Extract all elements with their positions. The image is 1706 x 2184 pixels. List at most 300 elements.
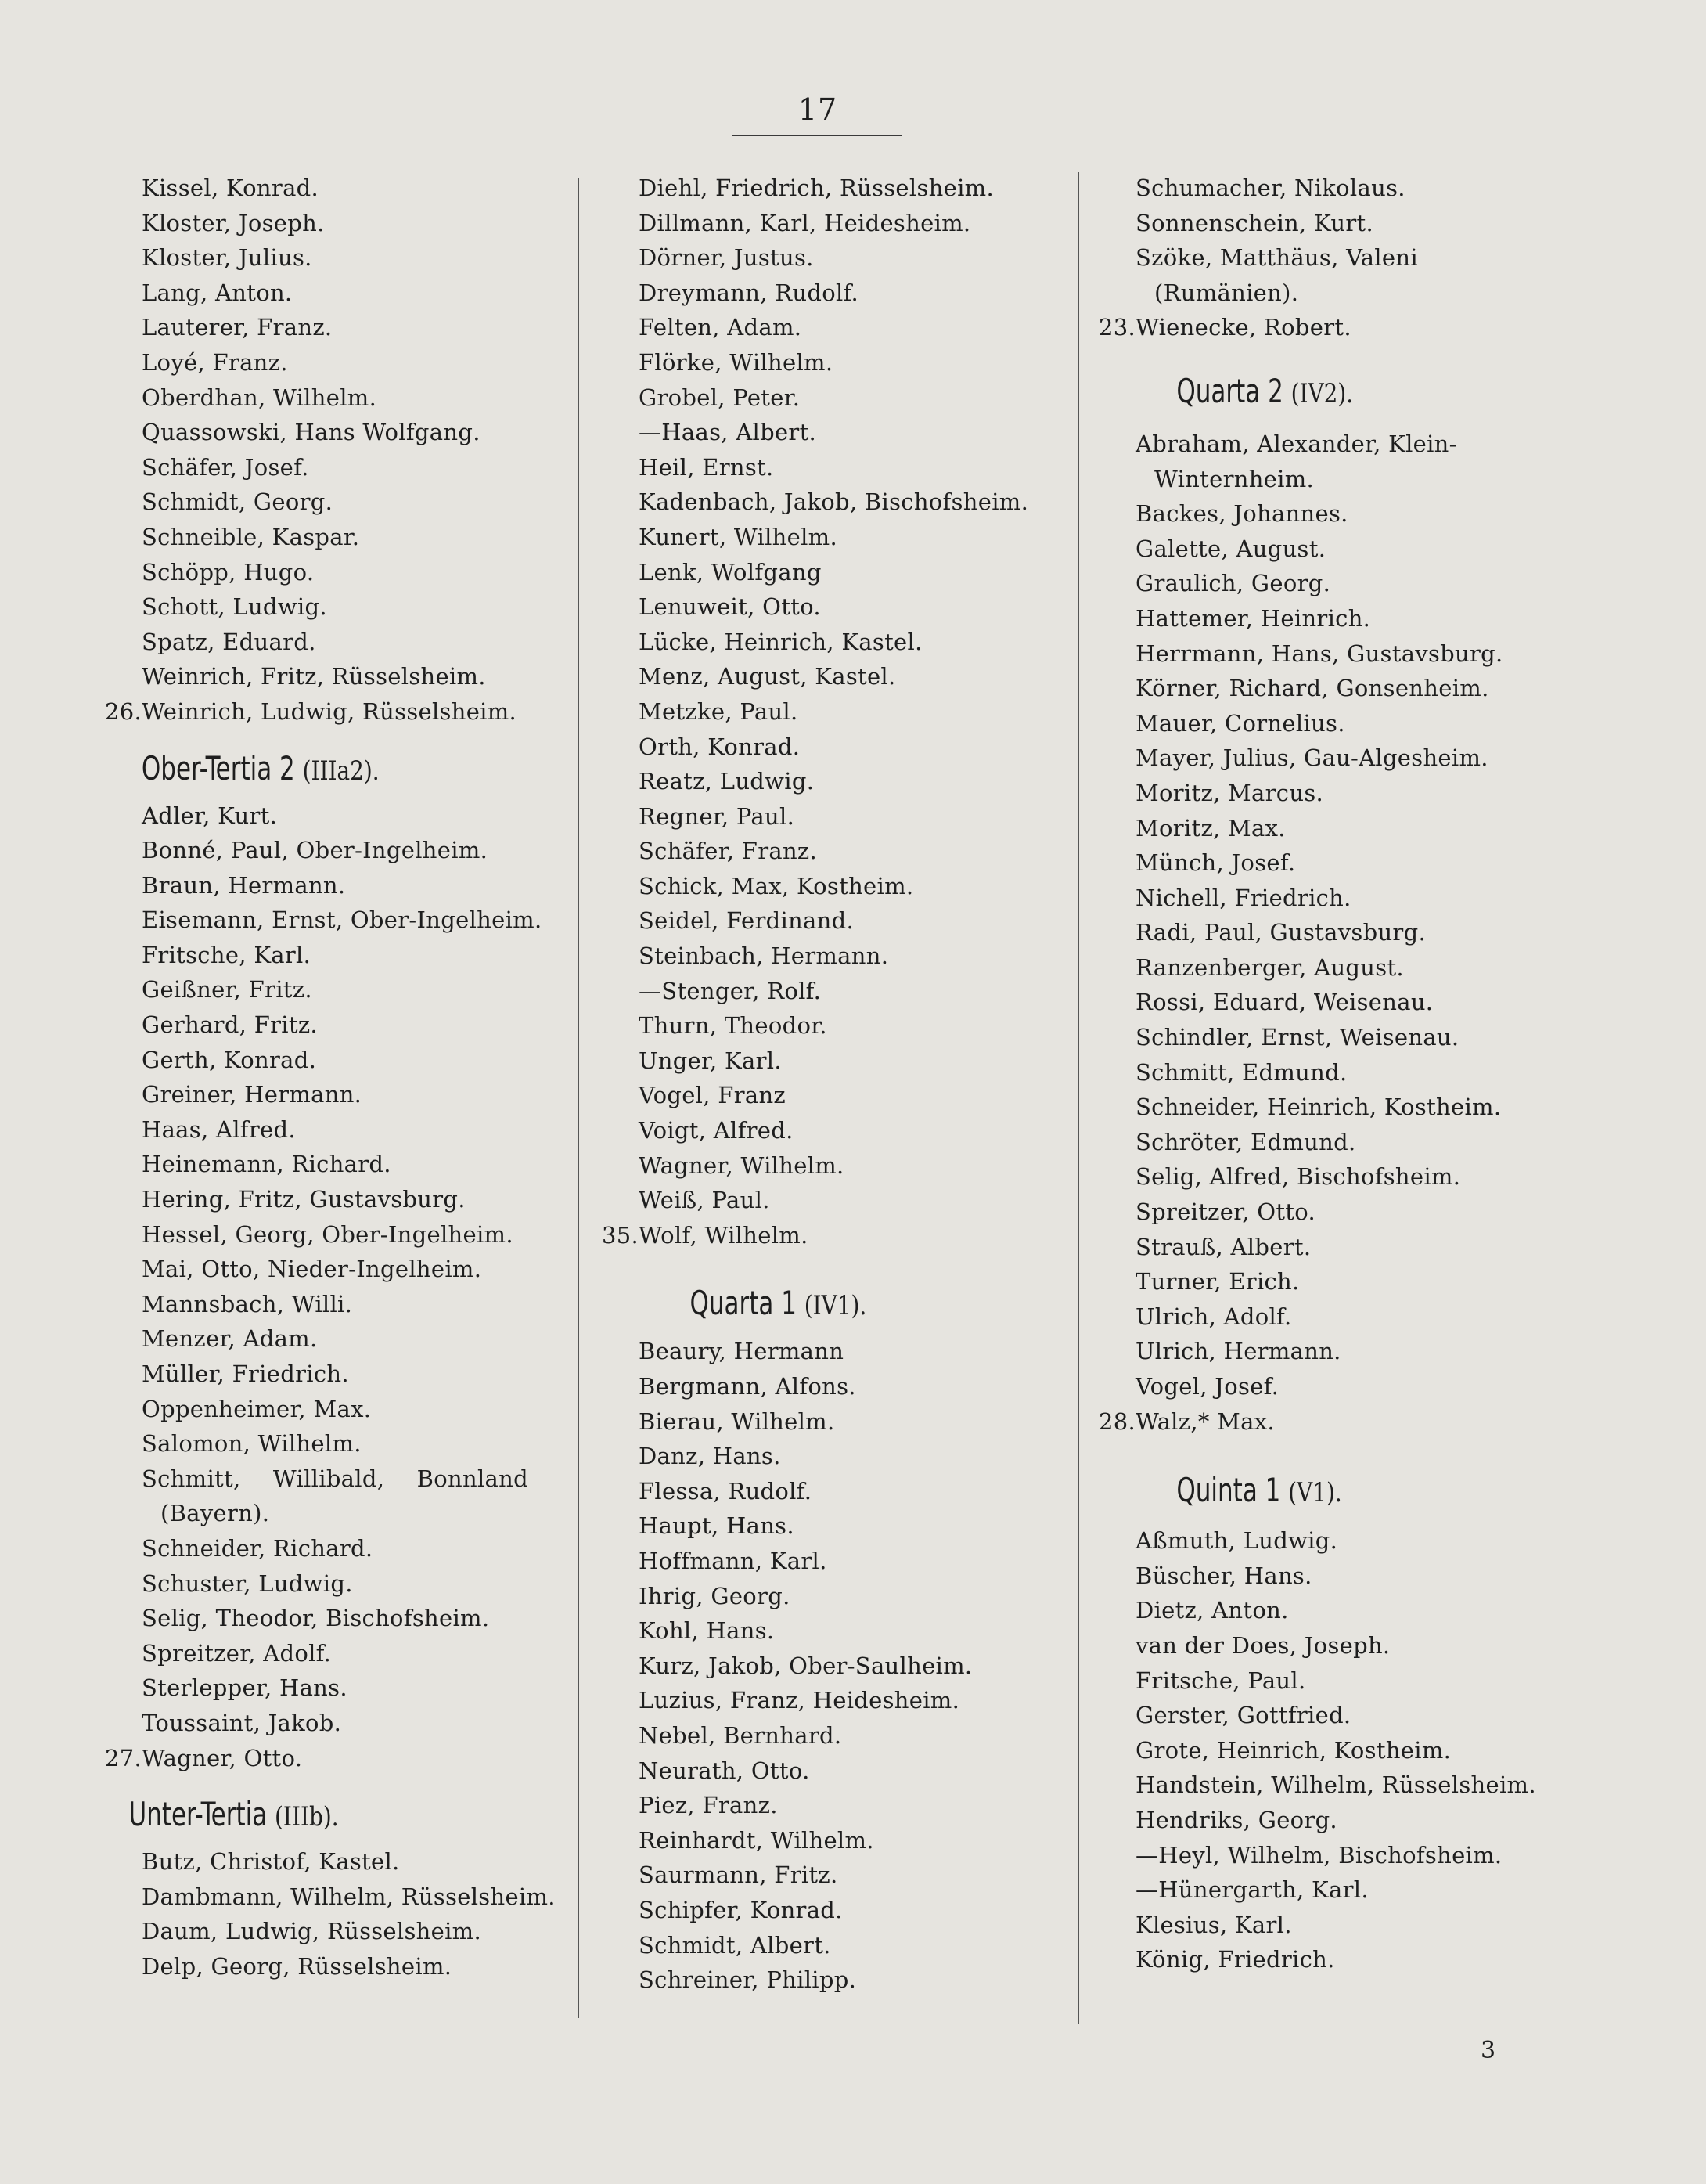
list-item (603, 345, 1041, 380)
list-item-text: Bergmann, Alfons. (639, 1373, 856, 1400)
list-item (106, 1043, 544, 1078)
list-item (106, 1321, 544, 1357)
list-item (603, 1753, 1041, 1789)
list-item-text: Danz, Hans. (639, 1443, 781, 1470)
list-item (1100, 845, 1538, 881)
list-item-text: Schneible, Kaspar. (142, 523, 360, 550)
list-item-text: Flörke, Wilhelm. (639, 348, 833, 376)
list-item (106, 1357, 544, 1392)
list-item (1100, 741, 1538, 776)
list-item (603, 276, 1041, 311)
list-item (603, 869, 1041, 904)
list-item-text: Schöpp, Hugo. (142, 558, 315, 586)
list-item (106, 1182, 544, 1217)
list-item (603, 764, 1041, 799)
list-item (1100, 427, 1538, 462)
list-item-text: Piez, Franz. (639, 1792, 778, 1819)
list-item (603, 939, 1041, 974)
list-item-text: Wolf, Wilhelm. (639, 1221, 808, 1249)
list-block (106, 1844, 556, 1984)
list-item (603, 730, 1041, 765)
list-item (1100, 462, 1538, 497)
list-item-text: Ihrig, Georg. (639, 1582, 790, 1609)
list-item (1100, 1404, 1538, 1440)
list-item (1100, 1698, 1538, 1733)
column-1 (104, 171, 556, 1984)
list-item-text: Quassowski, Hans Wolfgang. (142, 419, 480, 446)
list-item-text: Selig, Alfred, Bischofsheim. (1136, 1163, 1461, 1191)
list-item (1100, 532, 1538, 567)
list-item (603, 240, 1041, 276)
list-item-text: Daum, Ludwig, Rüsselsheim. (142, 1918, 481, 1945)
list-item-text: Walz,* Max. (1136, 1407, 1275, 1435)
list-item (1100, 1559, 1538, 1594)
list-item-text: Delp, Georg, Rüsselsheim. (142, 1952, 452, 1980)
list-item-text: Nichell, Friedrich. (1136, 884, 1351, 911)
list-item (603, 589, 1041, 625)
list-item-text: Heinemann, Richard. (142, 1151, 391, 1178)
list-item (603, 1858, 1041, 1893)
list-item (106, 1741, 544, 1776)
section-heading-abbr: (IV1). (804, 1290, 867, 1322)
list-item-text: Rossi, Eduard, Weisenau. (1136, 989, 1434, 1016)
list-item-text: Reinhardt, Wilhelm. (639, 1826, 874, 1854)
list-item (1100, 1230, 1538, 1265)
list-item-number: 23. (1098, 314, 1136, 341)
list-item-text: Kohl, Hans. (639, 1617, 775, 1645)
list-item-text: Haas, Alfred. (142, 1115, 296, 1143)
list-item-text: Schneider, Richard. (142, 1534, 373, 1562)
list-item (603, 799, 1041, 834)
list-item-text: Fritsche, Karl. (142, 941, 311, 968)
list-item-text: Haupt, Hans. (639, 1512, 794, 1540)
list-item (1100, 811, 1538, 846)
list-item-text: Herrmann, Hans, Gustavsburg. (1136, 640, 1503, 667)
section-heading-abbr: (IV2). (1290, 377, 1354, 409)
list-item (603, 1334, 1041, 1369)
list-item-text: Schuster, Ludwig. (142, 1570, 353, 1597)
list-item-part: Willibald, (272, 1465, 385, 1492)
list-item (603, 625, 1041, 660)
list-item (106, 310, 544, 345)
section-heading-title: Unter-Tertia (128, 1795, 268, 1834)
list-item (106, 868, 544, 903)
list-item-text: Turner, Erich. (1136, 1268, 1300, 1296)
list-item-text: Kurz, Jakob, Ober-Saulheim. (639, 1652, 973, 1679)
list-item-text: Abraham, Alexander, Klein- (1136, 430, 1457, 457)
list-block (1100, 427, 1538, 1439)
list-item (1100, 1055, 1538, 1090)
list-item-text: Körner, Richard, Gonsenheim. (1136, 675, 1489, 702)
list-item (1100, 276, 1538, 311)
list-item-text: Münch, Josef. (1136, 849, 1296, 877)
column-divider-left (578, 178, 579, 2018)
list-item (106, 1112, 544, 1148)
list-item (603, 1043, 1041, 1079)
list-item (106, 276, 544, 311)
list-item-text: Schmitt, Edmund. (1136, 1058, 1348, 1086)
list-block (106, 1531, 544, 1775)
list-item (106, 345, 544, 380)
list-item-text: Oppenheimer, Max. (142, 1395, 372, 1422)
list-item-text: Lauterer, Franz. (142, 314, 333, 341)
list-item-text: Schumacher, Nikolaus. (1136, 175, 1405, 201)
list-item-text: Kadenbach, Jakob, Bischofsheim. (639, 488, 1029, 516)
list-item-text: Voigt, Alfred. (639, 1117, 794, 1144)
list-item-number: 26. (104, 697, 142, 725)
list-item (106, 1949, 544, 1984)
list-item (603, 1508, 1041, 1544)
list-item (603, 520, 1041, 555)
column-3 (1100, 171, 1538, 1977)
list-item-text: König, Friedrich. (1136, 1946, 1335, 1973)
list-item (106, 206, 544, 241)
list-item (603, 834, 1041, 869)
list-item-text: Klesius, Karl. (1136, 1911, 1292, 1938)
list-item-text: Weinrich, Ludwig, Rüsselsheim. (142, 697, 517, 725)
list-item (603, 555, 1041, 590)
list-item-text: Dillmann, Karl, Heidesheim. (639, 209, 971, 236)
list-item-text: Kunert, Wilhelm. (639, 523, 837, 550)
list-item-text: Schmidt, Albert. (639, 1931, 831, 1959)
list-item (603, 1928, 1041, 1963)
list-item (603, 1183, 1041, 1218)
section-heading-abbr: (IIIb). (275, 1801, 339, 1833)
list-item (1100, 1299, 1538, 1335)
list-item (603, 1218, 1041, 1253)
list-item (106, 625, 544, 660)
list-item (1100, 950, 1538, 986)
list-item (603, 1113, 1041, 1148)
list-item-text: Schipfer, Konrad. (639, 1896, 843, 1923)
list-item (1100, 1942, 1538, 1977)
list-item (603, 1962, 1041, 1998)
list-item-text: Backes, Johannes. (1136, 500, 1348, 528)
list-item (603, 171, 1041, 206)
list-item-text: Schindler, Ernst, Weisenau. (1136, 1024, 1459, 1051)
list-item-text: Hoffmann, Karl. (639, 1547, 827, 1574)
list-item (106, 1706, 544, 1741)
list-item (106, 1601, 544, 1636)
list-item-number: 27. (104, 1744, 142, 1771)
list-item-text: Moritz, Max. (1136, 814, 1286, 842)
list-item-text: Salomon, Wilhelm. (142, 1430, 362, 1458)
list-item-part: Schmitt, (142, 1465, 241, 1492)
list-item (106, 1844, 544, 1879)
list-item-text: Spreitzer, Otto. (1136, 1198, 1315, 1226)
list-item-text: Lang, Anton. (142, 279, 293, 306)
list-item-text: Dietz, Anton. (1136, 1597, 1289, 1624)
list-item (106, 938, 544, 973)
list-item (1100, 1872, 1538, 1908)
section-heading-abbr: (IIIa2). (302, 755, 380, 787)
list-item-text: Schick, Max, Kostheim. (639, 872, 914, 899)
list-item (1100, 706, 1538, 741)
list-item-text: Schäfer, Josef. (142, 453, 309, 481)
list-item-text: Dörner, Justus. (639, 244, 814, 272)
list-item (603, 1008, 1041, 1043)
list-item-text: Ulrich, Hermann. (1136, 1338, 1341, 1365)
list-item (1100, 915, 1538, 950)
list-item-text: Mai, Otto, Nieder-Ingelheim. (142, 1256, 482, 1283)
list-item (1100, 776, 1538, 811)
list-item-text: Schott, Ludwig. (142, 593, 327, 621)
list-item (106, 415, 544, 450)
list-item (1100, 1803, 1538, 1838)
list-item (603, 694, 1041, 730)
list-item-text: Sonnenschein, Kurt. (1136, 209, 1374, 236)
column-2 (603, 171, 1041, 1998)
list-item (106, 1007, 544, 1043)
list-item (603, 310, 1041, 345)
list-item-text: Greiner, Hermann. (142, 1081, 362, 1108)
list-item-text: Eisemann, Ernst, Ober-Ingelheim. (142, 906, 542, 934)
list-item (1100, 1195, 1538, 1230)
list-item-text: —Stenger, Rolf. (639, 977, 822, 1004)
section-heading (1100, 1439, 1459, 1523)
list-item-text: Kloster, Julius. (142, 244, 312, 272)
list-item (106, 1461, 544, 1531)
list-item-text: Weiß, Paul. (639, 1187, 770, 1214)
list-item (603, 1544, 1041, 1579)
list-item (106, 1914, 544, 1949)
list-block (603, 171, 1041, 1252)
list-item (1100, 1908, 1538, 1943)
list-item (603, 485, 1041, 520)
list-item (106, 1252, 544, 1287)
list-item (106, 1670, 544, 1706)
list-item-text: Vogel, Josef. (1136, 1373, 1280, 1400)
list-item (1100, 1159, 1538, 1195)
list-item-text: Winternheim. (1154, 465, 1315, 492)
list-item-text: Gerth, Konrad. (142, 1046, 317, 1073)
list-item-text: Wienecke, Robert. (1136, 314, 1351, 341)
list-item-text: Heil, Ernst. (639, 453, 774, 481)
list-item (1100, 1334, 1538, 1369)
list-item-text: Wagner, Otto. (142, 1744, 303, 1771)
list-item-text: Felten, Adam. (639, 314, 802, 341)
list-item-text: Grobel, Peter. (639, 384, 801, 411)
list-item-text: Nebel, Bernhard. (639, 1721, 842, 1749)
list-item (106, 1566, 544, 1602)
section-heading-title: Quarta 2 (1176, 371, 1283, 410)
list-item (1100, 636, 1538, 672)
column-divider-right (1078, 172, 1079, 2024)
list-block (1100, 1523, 1538, 1977)
list-item-text: Schäfer, Franz. (639, 838, 818, 865)
list-item-text: Butz, Christof, Kastel. (142, 1848, 400, 1876)
list-item (603, 1404, 1041, 1440)
list-item-text: Schmidt, Georg. (142, 488, 333, 516)
list-item (1100, 1768, 1538, 1803)
list-item (1100, 206, 1538, 241)
list-block (106, 798, 544, 1461)
list-item (603, 1439, 1041, 1474)
list-item (1100, 1125, 1538, 1160)
list-item-number: 28. (1098, 1407, 1136, 1435)
list-item-text: Handstein, Wilhelm, Rüsselsheim. (1136, 1771, 1536, 1799)
list-item-text: Hessel, Georg, Ober-Ingelheim. (142, 1220, 513, 1248)
list-item-text: Hering, Fritz, Gustavsburg. (142, 1186, 466, 1213)
list-item-text: Metzke, Paul. (639, 697, 798, 725)
list-item (106, 1426, 544, 1461)
list-item-text: van der Does, Joseph. (1136, 1631, 1391, 1659)
list-item (603, 415, 1041, 450)
list-item (1100, 1369, 1538, 1404)
list-item (603, 1078, 1041, 1113)
list-item-text: Geißner, Fritz. (142, 976, 312, 1004)
list-item (106, 555, 544, 590)
list-item (603, 1148, 1041, 1184)
list-item (603, 1369, 1041, 1404)
list-item-text: Schneider, Heinrich, Kostheim. (1136, 1094, 1502, 1121)
section-heading-title: Quinta 1 (1176, 1471, 1281, 1510)
list-block (603, 1334, 1041, 1997)
list-item-text: Sterlepper, Hans. (142, 1674, 347, 1702)
list-item-text: Flessa, Rudolf. (639, 1477, 812, 1505)
list-item (106, 1287, 544, 1322)
list-item (106, 798, 544, 834)
section-heading (1100, 345, 1459, 427)
list-block (1100, 171, 1538, 345)
list-item (106, 1392, 544, 1427)
list-item-text: Spatz, Eduard. (142, 628, 316, 655)
list-item (603, 1579, 1041, 1614)
list-item (603, 1718, 1041, 1753)
list-item (603, 974, 1041, 1009)
list-item (106, 972, 544, 1007)
list-item-text: Wagner, Wilhelm. (639, 1151, 844, 1179)
list-item (1100, 1663, 1538, 1699)
list-item-text: Hattemer, Heinrich. (1136, 604, 1371, 632)
list-item-text: Spreitzer, Adolf. (142, 1639, 332, 1667)
list-item-text: Thurn, Theodor. (639, 1012, 827, 1040)
list-item-text: Galette, August. (1136, 535, 1326, 562)
list-item-text: Regner, Paul. (639, 802, 795, 830)
list-item-text: Schröter, Edmund. (1136, 1128, 1356, 1155)
list-item-text: Dambmann, Wilhelm, Rüsselsheim. (142, 1883, 556, 1910)
list-item (1100, 1733, 1538, 1768)
list-item-text: Menzer, Adam. (142, 1325, 318, 1353)
section-heading (106, 730, 465, 798)
list-item-text: Braun, Hermann. (142, 871, 346, 899)
section-heading-title: Ober-Tertia 2 (141, 748, 295, 787)
list-item-text: Seidel, Ferdinand. (639, 907, 854, 935)
list-item (603, 1788, 1041, 1823)
list-block (106, 171, 544, 730)
list-item-text: Graulich, Georg. (1136, 570, 1331, 597)
list-item-text: Bonné, Paul, Ober-Ingelheim. (142, 837, 488, 864)
list-item-text: Unger, Karl. (639, 1047, 782, 1074)
list-item-text: Müller, Friedrich. (142, 1360, 349, 1387)
list-item-text: Mauer, Cornelius. (1136, 709, 1345, 737)
list-item-text: Szöke, Matthäus, Valeni (1136, 244, 1418, 272)
list-item (603, 1683, 1041, 1718)
list-item (106, 171, 544, 206)
list-item-text: Mannsbach, Willi. (142, 1290, 353, 1317)
list-item (603, 380, 1041, 416)
list-item-text: Dreymann, Rudolf. (639, 279, 859, 306)
list-item (1100, 601, 1538, 636)
list-item (1100, 240, 1538, 276)
section-heading (106, 1775, 465, 1844)
list-item (603, 206, 1041, 241)
list-item-text: Diehl, Friedrich, Rüsselsheim. (639, 175, 994, 201)
list-item-text: Reatz, Ludwig. (639, 768, 815, 795)
list-item (106, 659, 544, 694)
list-item-text: Kissel, Konrad. (142, 175, 319, 201)
list-item (106, 903, 544, 938)
list-item (106, 1077, 544, 1112)
list-item-number: 35. (601, 1221, 639, 1249)
list-item (603, 1893, 1041, 1928)
list-item (1100, 310, 1538, 345)
list-item (1100, 1020, 1538, 1055)
list-item-text: Gerster, Gottfried. (1136, 1702, 1351, 1729)
list-item (106, 589, 544, 625)
list-item-text: —Heyl, Wilhelm, Bischofsheim. (1136, 1841, 1503, 1869)
section-heading (603, 1252, 962, 1334)
list-item (106, 240, 544, 276)
list-item-text: Steinbach, Hermann. (639, 942, 889, 970)
printer-signature: 3 (1481, 2037, 1496, 2064)
list-item (1100, 171, 1538, 206)
list-item-text: Schreiner, Philipp. (639, 1966, 857, 1994)
list-item-text: Ulrich, Adolf. (1136, 1303, 1292, 1330)
list-item-text: Mayer, Julius, Gau-Algesheim. (1136, 744, 1488, 772)
section-heading-abbr: (V1). (1288, 1477, 1342, 1509)
list-item (603, 903, 1041, 939)
list-item-text: Weinrich, Fritz, Rüsselsheim. (142, 663, 486, 690)
list-item (1100, 566, 1538, 601)
list-item-text: Ranzenberger, August. (1136, 953, 1404, 981)
list-item (106, 1636, 544, 1671)
list-item (603, 1823, 1041, 1858)
list-item-text: Saurmann, Fritz. (639, 1861, 838, 1889)
list-item-text: Menz, August, Kastel. (639, 663, 896, 690)
list-item-text: Lücke, Heinrich, Kastel. (639, 628, 923, 655)
list-item-text: Strauß, Albert. (1136, 1233, 1312, 1260)
list-item-text: Adler, Kurt. (142, 802, 278, 829)
list-item (1100, 671, 1538, 706)
list-item-text: Büscher, Hans. (1136, 1562, 1312, 1589)
list-item-text: Aßmuth, Ludwig. (1136, 1527, 1338, 1555)
list-item-text: Luzius, Franz, Heidesheim. (639, 1687, 960, 1714)
list-item-text: Moritz, Marcus. (1136, 779, 1324, 806)
list-item (1100, 1264, 1538, 1299)
list-item (106, 833, 544, 868)
list-item-text: Oberdhan, Wilhelm. (142, 384, 377, 411)
list-item-text: Radi, Paul, Gustavsburg. (1136, 919, 1426, 946)
list-item (603, 659, 1041, 694)
list-item (106, 520, 544, 555)
list-item-text: Neurath, Otto. (639, 1757, 810, 1784)
list-item-text: Lenk, Wolfgang (639, 558, 822, 586)
list-item-text: Orth, Konrad. (639, 733, 801, 760)
list-item (106, 694, 544, 730)
list-item (106, 1217, 544, 1252)
list-item-text: Kloster, Joseph. (142, 209, 325, 236)
list-item-text: (Rumänien). (1154, 279, 1299, 306)
header-rule (732, 135, 902, 136)
list-item (1100, 496, 1538, 532)
list-item (603, 450, 1041, 485)
section-heading-title: Quarta 1 (689, 1284, 797, 1323)
list-item-text: Hendriks, Georg. (1136, 1806, 1337, 1833)
list-item (603, 1649, 1041, 1684)
list-item (1100, 1090, 1538, 1125)
list-item-text: Fritsche, Paul. (1136, 1667, 1306, 1694)
